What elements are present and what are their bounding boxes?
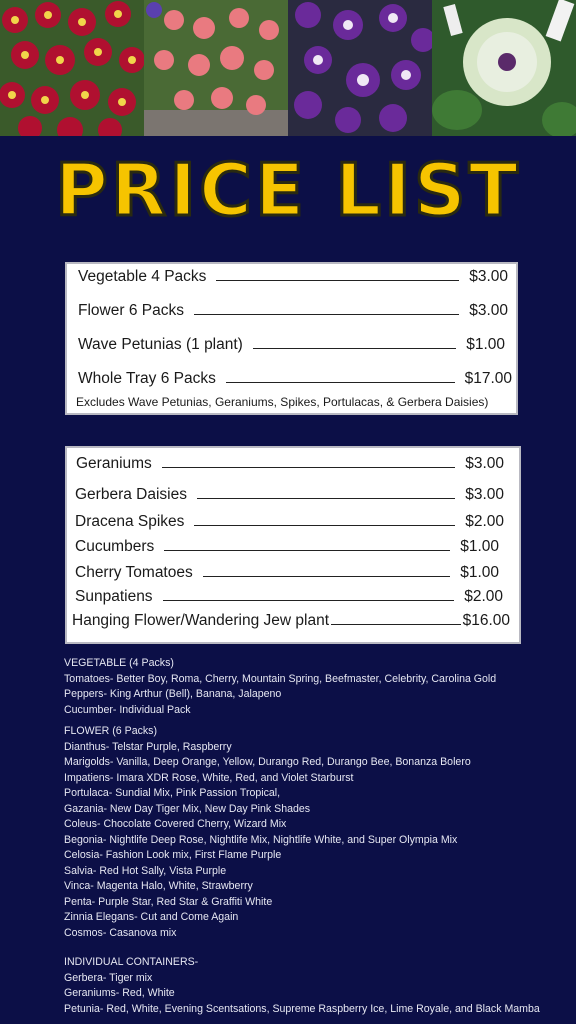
- item-name: Flower 6 Packs: [78, 302, 184, 319]
- price-row: [78, 268, 508, 286]
- price-row: [75, 564, 499, 582]
- detail-line: Vinca- Magenta Halo, White, Strawberry: [64, 880, 253, 892]
- leader-line: [331, 624, 461, 625]
- price-row: [78, 302, 508, 320]
- item-price: $1.00: [460, 538, 499, 555]
- detail-line: Portulaca- Sundial Mix, Pink Passion Tropical,: [64, 787, 281, 799]
- leader-line: [197, 498, 455, 499]
- detail-line: Dianthus- Telstar Purple, Raspberry: [64, 740, 232, 753]
- leader-line: [164, 550, 450, 551]
- item-price: $2.00: [465, 513, 504, 530]
- price-row: [75, 486, 504, 504]
- detail-line: Gerbera- Tiger mix: [64, 971, 153, 984]
- leader-line: [203, 576, 450, 577]
- detail-line: Penta- Purple Star, Red Star & Graffiti White: [64, 895, 273, 908]
- price-box-plants: [65, 446, 521, 644]
- detail-line: Marigolds- Vanilla, Deep Orange, Yellow, Durango Red, Durango Bee, Bonanza Bolero: [64, 756, 471, 768]
- item-name: Cucumbers: [75, 538, 155, 555]
- item-price: $3.00: [465, 486, 504, 503]
- item-price: $3.00: [469, 302, 508, 319]
- detail-line: Gazania- New Day Tiger Mix, New Day Pink Shades: [64, 802, 311, 815]
- item-price: $1.00: [460, 564, 499, 581]
- detail-line: Celosia- Fashion Look mix, First Flame Purple: [64, 849, 282, 861]
- detail-line: Coleus- Chocolate Covered Cherry, Wizard Mix: [64, 818, 287, 830]
- item-price: $3.00: [465, 455, 504, 472]
- price-row: [78, 336, 505, 354]
- item-price: $2.00: [464, 588, 503, 605]
- item-price: $16.00: [462, 612, 510, 629]
- detail-line: Begonia- Nightlife Deep Rose, Nightlife Mix, Nightlife White, and Super Olympia Mix: [64, 833, 458, 846]
- detail-line: Impatiens- Imara XDR Rose, White, Red, and Violet Starburst: [64, 771, 354, 784]
- detail-line: Zinnia Elegans- Cut and Come Again: [64, 911, 239, 923]
- price-row: [76, 455, 504, 473]
- photo-strip: [0, 0, 576, 136]
- item-name: Gerbera Daisies: [75, 486, 187, 503]
- item-price: $1.00: [466, 336, 505, 353]
- leader-line: [194, 525, 455, 526]
- item-name: Vegetable 4 Packs: [78, 268, 207, 285]
- item-name: Cherry Tomatoes: [75, 564, 193, 581]
- detail-line: Peppers- King Arthur (Bell), Banana, Jalapeno: [64, 688, 282, 700]
- leader-line: [253, 348, 456, 349]
- flower-heading: FLOWER (6 Packs): [64, 725, 158, 737]
- item-name: Dracena Spikes: [75, 513, 185, 530]
- leader-line: [216, 280, 459, 281]
- photo-red-yellow-petunias: [0, 0, 144, 136]
- leader-line: [163, 600, 455, 601]
- item-name: Geraniums: [76, 455, 152, 472]
- detail-line: Tomatoes- Better Boy, Roma, Cherry, Mountain Spring, Beefmaster, Celebrity, Carolina Gold: [64, 672, 497, 685]
- item-price: $3.00: [469, 268, 508, 285]
- plant-details: [64, 656, 569, 1017]
- item-name: Whole Tray 6 Packs: [78, 370, 216, 387]
- containers-heading: INDIVIDUAL CONTAINERS-: [64, 956, 199, 968]
- item-name: Wave Petunias (1 plant): [78, 336, 243, 353]
- photo-white-green-petunia: [432, 0, 576, 136]
- price-row: [75, 588, 503, 606]
- detail-line: Salvia- Red Hot Sally, Vista Purple: [64, 864, 227, 877]
- price-row: [75, 538, 499, 556]
- page-title: PRICE LIST: [55, 148, 521, 232]
- vegetable-heading: VEGETABLE (4 Packs): [64, 657, 174, 669]
- detail-line: Geraniums- Red, White: [64, 987, 175, 999]
- price-row: [75, 513, 504, 531]
- leader-line: [162, 467, 455, 468]
- photo-pink-petunias: [144, 0, 288, 136]
- photo-purple-petunias: [288, 0, 432, 136]
- price-row: [72, 612, 510, 630]
- detail-line: Cosmos- Casanova mix: [64, 926, 177, 939]
- leader-line: [226, 382, 455, 383]
- price-box-packs: [65, 262, 518, 415]
- detail-line: Cucumber- Individual Pack: [64, 703, 191, 716]
- item-price: $17.00: [464, 370, 512, 387]
- detail-line: Petunia- Red, White, Evening Scentsations, Supreme Raspberry Ice, Lime Royale, and Black Mamba: [64, 1002, 540, 1015]
- item-name: Hanging Flower/Wandering Jew plant: [72, 612, 330, 629]
- item-name: Sunpatiens: [75, 588, 153, 605]
- price-row: [78, 370, 512, 388]
- exclusion-note: Excludes Wave Petunias, Geraniums, Spikes, Portulacas, & Gerbera Daisies): [76, 395, 489, 409]
- leader-line: [194, 314, 459, 315]
